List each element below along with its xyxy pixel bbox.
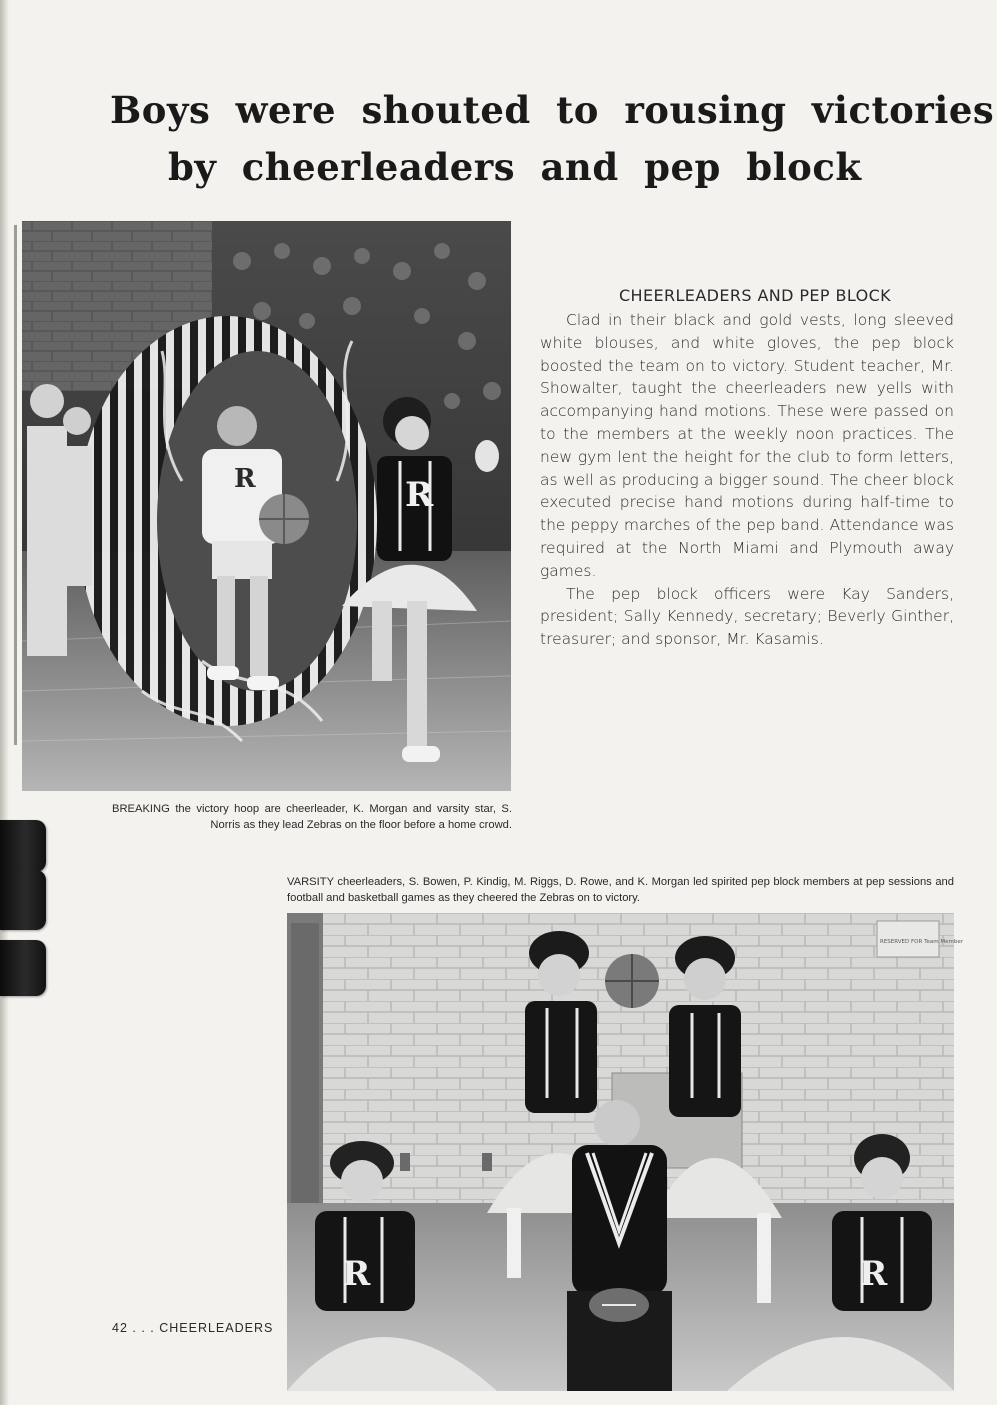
binder-clip bbox=[0, 870, 46, 930]
reserved-sign-text: RESERVED FOR Team Member bbox=[880, 939, 963, 945]
jersey-letter: R bbox=[234, 464, 256, 494]
page-folio: 42 . . . CHEERLEADERS bbox=[112, 1321, 274, 1335]
sweater-letter: R bbox=[342, 1254, 371, 1294]
binder-clip bbox=[0, 820, 46, 872]
victory-hoop-photo bbox=[22, 221, 511, 791]
article-body bbox=[540, 309, 954, 651]
binder-clip bbox=[0, 940, 46, 996]
photo-caption-victory-hoop: BREAKING the victory hoop are cheerleader, K. Morgan and varsity star, S. Norris as they lead Zebras on the floor before a home crowd. bbox=[112, 803, 512, 831]
photo-caption-varsity-cheerleaders: VARSITY cheerleaders, S. Bowen, P. Kindig, M. Riggs, D. Rowe, and K. Morgan led spirited pep block members at pep sessions and football and basketball games as they cheered the Zebras on to victory. bbox=[287, 876, 954, 904]
article-paragraph: Clad in their black and gold vests, long sleeved white blouses, and white gloves, the pep block boosted the team on to victory. Student teacher, Mr. Showalter, taught the cheerleaders new yells with accompanying hand motions. These were passed on to the members at the weekly noon practices. The new gym lent the height for the club to form letters, as well as producing a bigger sound. The cheer block executed precise hand motions during half-time to the peppy marches of the pep band. Attendance was required at the North Miami and Plymouth away games. bbox=[540, 311, 954, 580]
binding-shadow-line bbox=[14, 225, 17, 745]
page-binding-edge bbox=[0, 0, 9, 1405]
article-paragraph: The pep block officers were Kay Sanders, president; Sally Kennedy, secretary; Beverly Ginther, treasurer; and sponsor, Mr. Kasamis. bbox=[540, 584, 954, 649]
headline-line-2: by cheerleaders and pep block bbox=[168, 145, 862, 189]
varsity-cheerleaders-photo bbox=[287, 913, 963, 1391]
headline-line-1: Boys were shouted to rousing victories bbox=[110, 88, 995, 132]
article-heading: CHEERLEADERS AND PEP BLOCK bbox=[618, 286, 892, 305]
sweater-letter: R bbox=[859, 1254, 888, 1294]
sweater-letter: R bbox=[405, 475, 434, 515]
